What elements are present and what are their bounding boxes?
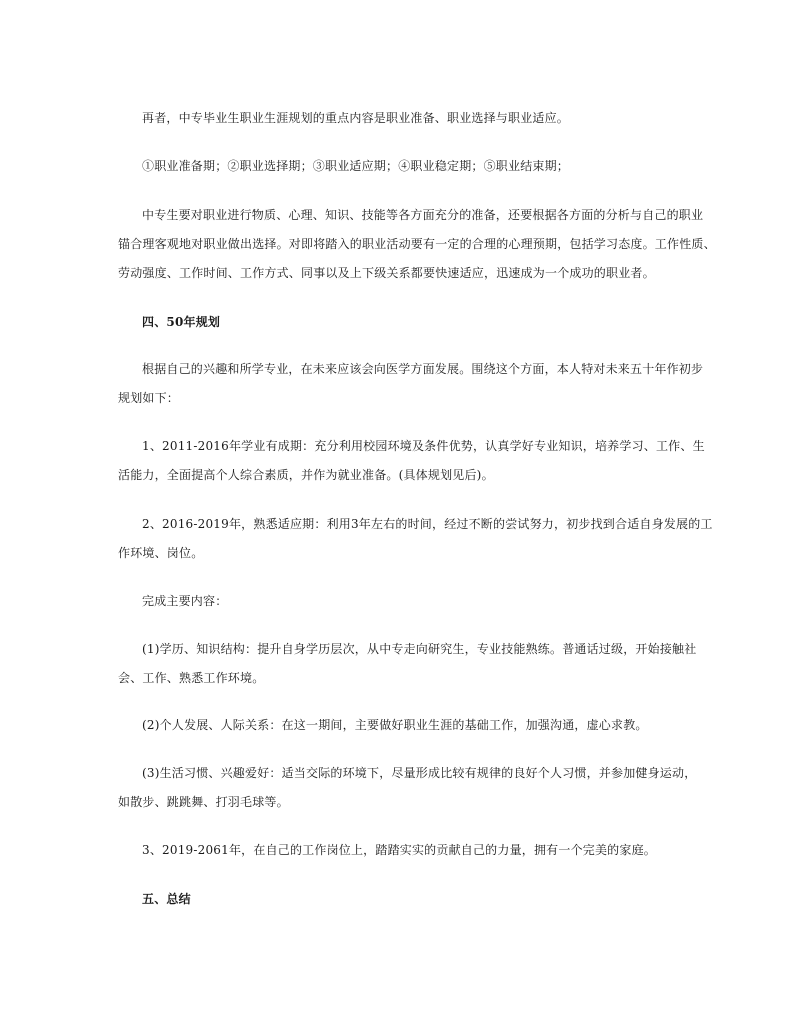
paragraph-preparation-line-1: 中专生要对职业进行物质、心理、知识、技能等各方面充分的准备，还要根据各方面的分析与自己的职业 bbox=[142, 208, 704, 222]
paragraph-habits-line-2: 如散步、跳跳舞、打羽毛球等。 bbox=[118, 795, 289, 809]
paragraph-development: (2)个人发展、人际关系：在这一期间，主要做好职业生涯的基础工作，加强沟通，虚心求教。 bbox=[142, 718, 648, 732]
paragraph-education-line-2: 会、工作、熟悉工作环境。 bbox=[118, 671, 265, 685]
paragraph-stages: ①职业准备期；②职业选择期；③职业适应期；④职业稳定期；⑤职业结束期； bbox=[142, 159, 570, 173]
paragraph-stage-1-line-1: 1、2011-2016年学业有成期：充分利用校园环境及条件优势，认真学好专业知识，培养学习、工作、生 bbox=[142, 439, 705, 453]
paragraph-stage-2-line-1: 2、2016-2019年，熟悉适应期：利用3年左右的时间，经过不断的尝试努力，初步找到合适自身发展的工 bbox=[142, 517, 713, 531]
section-heading-summary: 五、总结 bbox=[142, 892, 191, 906]
section-heading-50-year-plan: 四、50年规划 bbox=[142, 315, 221, 329]
paragraph-stage-1-line-2: 活能力，全面提高个人综合素质，并作为就业准备。(具体规划见后)。 bbox=[118, 468, 494, 482]
paragraph-stage-2-line-2: 作环境、岗位。 bbox=[118, 546, 204, 560]
paragraph-education-line-1: (1)学历、知识结构：提升自身学历层次，从中专走向研究生，专业技能熟练。普通话过级，开始接触社 bbox=[142, 642, 697, 656]
paragraph-focus: 再者，中专毕业生职业生涯规划的重点内容是职业准备、职业选择与职业适应。 bbox=[142, 111, 570, 125]
paragraph-habits-line-1: (3)生活习惯、兴趣爱好：适当交际的环境下，尽量形成比较有规律的良好个人习惯，并参加健身运动， bbox=[142, 766, 697, 780]
paragraph-main-content: 完成主要内容： bbox=[142, 594, 228, 608]
paragraph-direction-line-1: 根据自己的兴趣和所学专业，在未来应该会向医学方面发展。围绕这个方面，本人特对未来五十年作初步 bbox=[142, 362, 704, 376]
paragraph-stage-3: 3、2019-2061年，在自己的工作岗位上，踏踏实实的贡献自己的力量，拥有一个完美的家庭。 bbox=[142, 843, 656, 857]
paragraph-preparation-line-2: 锚合理客观地对职业做出选择。对即将踏入的职业活动要有一定的合理的心理预期，包括学习态度。工作性质、 bbox=[118, 237, 716, 251]
paragraph-direction-line-2: 规划如下： bbox=[118, 391, 180, 405]
paragraph-preparation-line-3: 劳动强度、工作时间、工作方式、同事以及上下级关系都要快速适应，迅速成为一个成功的职业者。 bbox=[118, 266, 655, 280]
